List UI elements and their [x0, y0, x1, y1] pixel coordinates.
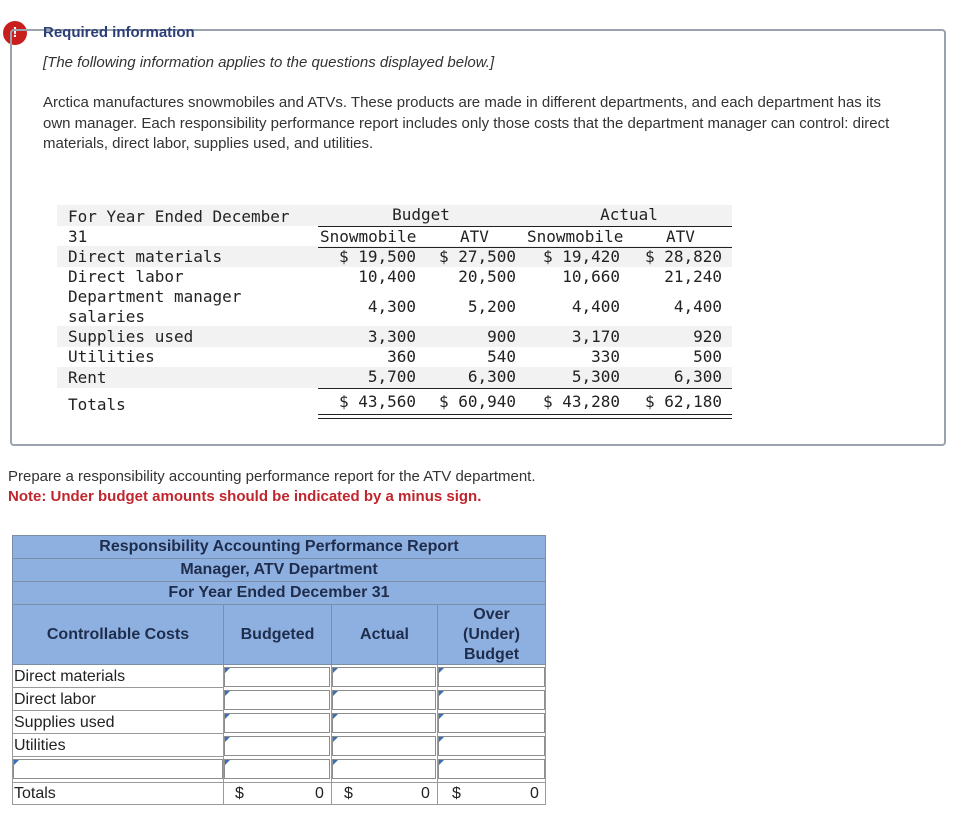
- budgeted-input-supplies-used[interactable]: [224, 713, 330, 733]
- value-cell: 920: [693, 327, 722, 346]
- required-info-subtitle: [The following information applies to the questions displayed below.]: [43, 54, 495, 71]
- actual-input-utilities[interactable]: [332, 736, 436, 756]
- totals-label: Totals: [14, 785, 56, 802]
- value-cell: 10,400: [358, 267, 416, 286]
- value-cell: $ 19,500: [338, 247, 416, 266]
- value-cell: 4,400: [673, 297, 722, 316]
- actual-input-supplies-used[interactable]: [332, 713, 436, 733]
- value-cell: 540: [487, 347, 516, 366]
- row-label: Supplies used: [68, 327, 194, 346]
- group-budget: Budget: [392, 205, 450, 224]
- currency-sign: $: [235, 785, 244, 802]
- totals-overline: [318, 388, 732, 389]
- value-cell: 3,300: [367, 327, 416, 346]
- col-actual: Actual: [360, 626, 409, 643]
- col-over-under-budget: [437, 605, 546, 665]
- value-cell: 10,660: [562, 267, 620, 286]
- currency-sign: $: [452, 785, 461, 802]
- row-label-cont: salaries: [68, 307, 146, 326]
- intro-paragraph: Arctica manufactures snowmobiles and ATVs. These products are made in different departments, and each department has its own manager. Each responsibility performance report includes only those costs that the department manager can control: direct materials, direct labor, supplies used, and utilities.: [43, 94, 890, 152]
- value-cell: 5,700: [367, 367, 416, 386]
- value-cell: 5,300: [571, 367, 620, 386]
- report-row-label: Direct materials: [14, 668, 126, 685]
- value-cell: 3,170: [571, 327, 620, 346]
- title-divider: [12, 558, 546, 559]
- col-budget-snowmobile: Snowmobile: [320, 227, 417, 246]
- row-label: Department manager: [68, 287, 242, 306]
- value-cell: 500: [693, 347, 722, 366]
- question-prompt: Prepare a responsibility accounting performance report for the ATV department.: [8, 468, 536, 485]
- totals-double-underline: [318, 418, 732, 419]
- required-info-title: Required information: [43, 24, 195, 41]
- total-cell: $ 60,940: [438, 392, 516, 411]
- totals-double-underline: [318, 414, 732, 415]
- value-cell: 6,300: [673, 367, 722, 386]
- row-label: Direct materials: [68, 247, 223, 266]
- group-actual: Actual: [600, 205, 658, 224]
- budgeted-input-direct-labor[interactable]: [224, 690, 330, 710]
- actual-input-direct-materials[interactable]: [332, 667, 436, 687]
- label-input-extra-row[interactable]: [13, 759, 223, 779]
- value-cell: 4,400: [571, 297, 620, 316]
- report-subtitle-period: For Year Ended December 31: [168, 584, 390, 601]
- col-budget-atv: ATV: [460, 227, 489, 246]
- report-subtitle-manager: Manager, ATV Department: [180, 561, 378, 578]
- budgeted-input-utilities[interactable]: [224, 736, 330, 756]
- alert-icon: !: [3, 21, 27, 45]
- variance-input-utilities[interactable]: [438, 736, 545, 756]
- row-label: Utilities: [68, 347, 155, 366]
- variance-input-direct-materials[interactable]: [438, 667, 545, 687]
- report-row-label: Utilities: [14, 737, 66, 754]
- value-cell: 6,300: [467, 367, 516, 386]
- value-cell: $ 27,500: [438, 247, 516, 266]
- value-cell: 330: [591, 347, 620, 366]
- value-cell: 21,240: [664, 267, 722, 286]
- col-actual-atv: ATV: [666, 227, 695, 246]
- variance-input-supplies-used[interactable]: [438, 713, 545, 733]
- header-label: For Year Ended December: [68, 207, 290, 226]
- row-label: Rent: [68, 368, 107, 387]
- col-over-line-1: Over: [473, 606, 510, 623]
- value-cell: $ 28,820: [644, 247, 722, 266]
- currency-sign: $: [344, 785, 353, 802]
- question-note: Note: Under budget amounts should be indicated by a minus sign.: [8, 488, 482, 505]
- header-label-cont: 31: [68, 227, 88, 246]
- col-over-line-2: (Under): [463, 626, 520, 643]
- col-controllable-costs: Controllable Costs: [46, 626, 190, 643]
- budgeted-input-extra-row[interactable]: [224, 759, 330, 779]
- variance-input-direct-labor[interactable]: [438, 690, 545, 710]
- value-cell: 900: [487, 327, 516, 346]
- row-label-totals: Totals: [68, 395, 126, 414]
- value-cell: $ 19,420: [542, 247, 620, 266]
- value-cell: 5,200: [467, 297, 516, 316]
- col-over-line-3: Budget: [463, 646, 520, 663]
- total-actual-value: 0: [421, 785, 430, 802]
- report-row-label: Supplies used: [14, 714, 115, 731]
- row-label: Direct labor: [68, 267, 184, 286]
- value-cell: 4,300: [367, 297, 416, 316]
- budgeted-input-direct-materials[interactable]: [224, 667, 330, 687]
- report-title: Responsibility Accounting Performance Report: [99, 538, 459, 555]
- actual-input-extra-row[interactable]: [332, 759, 436, 779]
- total-budgeted-value: 0: [315, 785, 324, 802]
- actual-input-direct-labor[interactable]: [332, 690, 436, 710]
- col-budgeted: Budgeted: [240, 626, 315, 643]
- col-actual-snowmobile: Snowmobile: [527, 227, 624, 246]
- title-divider: [12, 581, 546, 582]
- total-variance-value: 0: [530, 785, 539, 802]
- value-cell: 360: [387, 347, 416, 366]
- value-cell: 20,500: [458, 267, 516, 286]
- variance-input-extra-row[interactable]: [438, 759, 545, 779]
- report-row-label: Direct labor: [14, 691, 96, 708]
- total-cell: $ 62,180: [644, 392, 722, 411]
- total-cell: $ 43,560: [338, 392, 416, 411]
- total-cell: $ 43,280: [542, 392, 620, 411]
